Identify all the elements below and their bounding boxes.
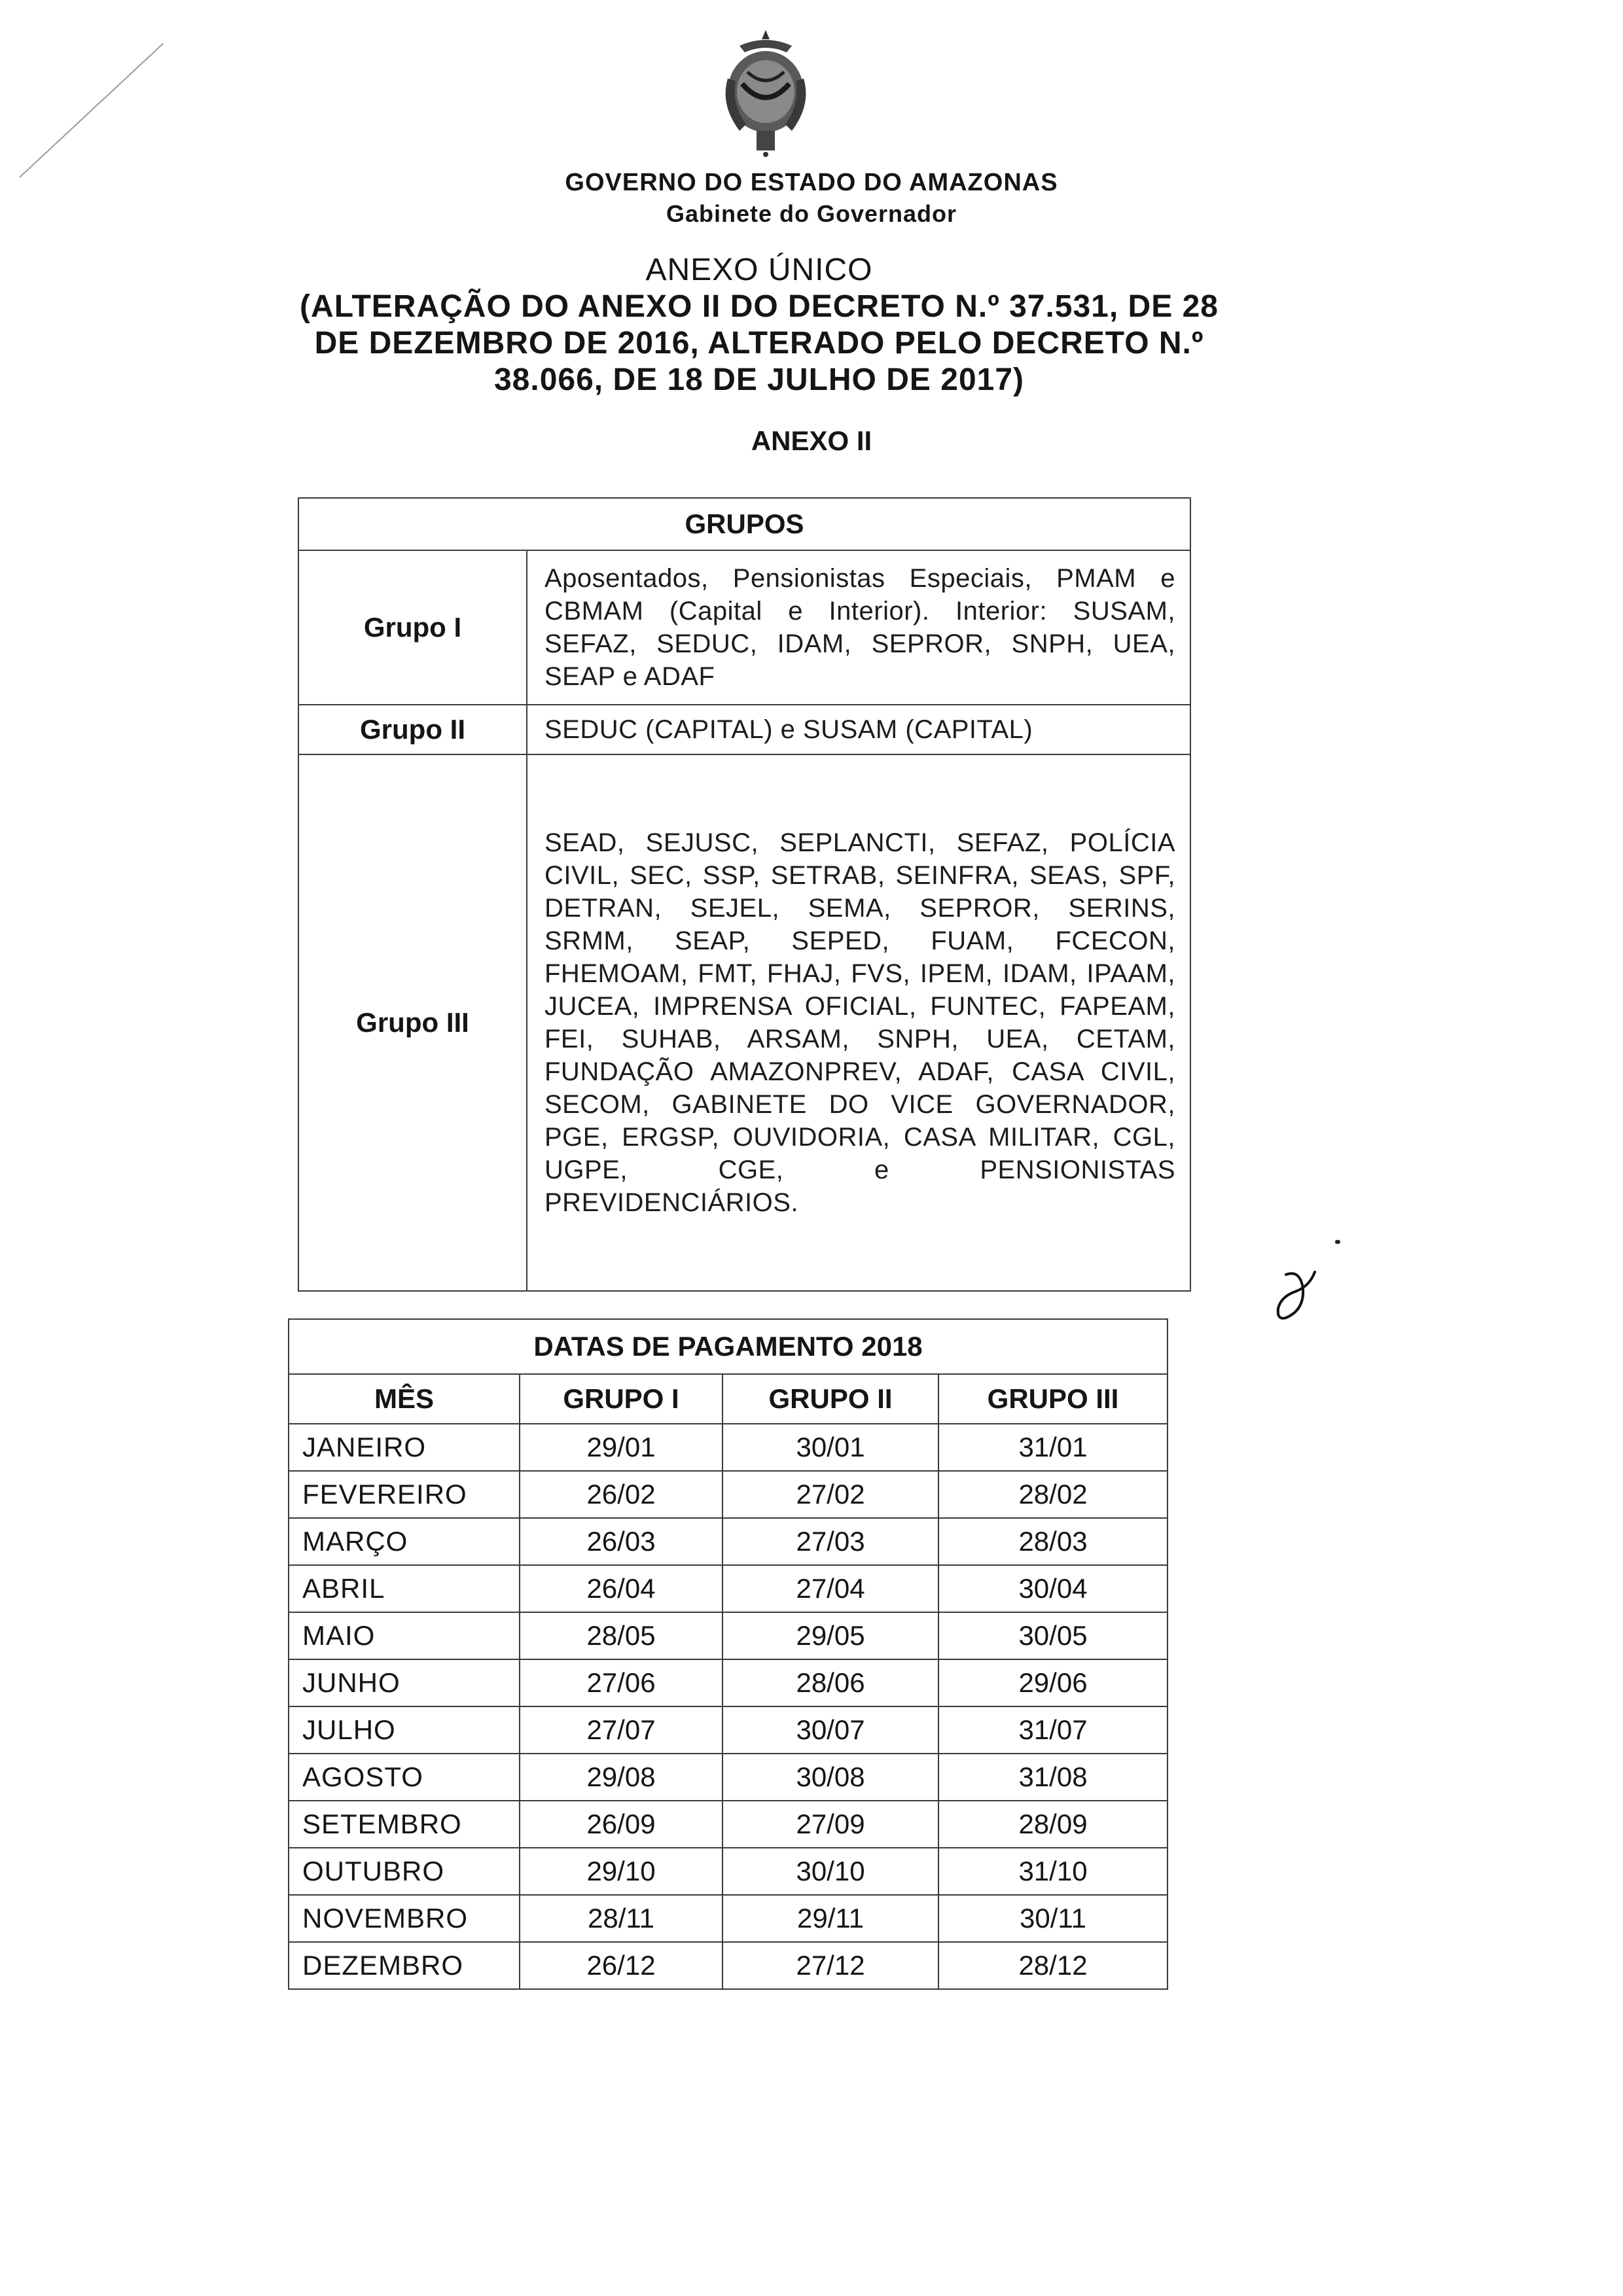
date-cell: 29/08 (520, 1754, 722, 1801)
date-cell: 29/10 (520, 1848, 722, 1895)
table-row (289, 1848, 1168, 1895)
date-cell: 31/10 (938, 1848, 1168, 1895)
date-cell: 31/07 (938, 1706, 1168, 1754)
column-header-group-1: GRUPO I (520, 1374, 722, 1424)
column-header-group-3: GRUPO III (938, 1374, 1168, 1424)
title-line-1: ANEXO ÚNICO (645, 253, 873, 287)
month-cell: FEVEREIRO (289, 1471, 520, 1518)
month-cell: JUNHO (289, 1659, 520, 1706)
office-name: Gabinete do Governador (666, 200, 957, 227)
date-cell: 28/11 (520, 1895, 722, 1942)
title-line-2: (ALTERAÇÃO DO ANEXO II DO DECRETO N.º 37.531, DE 28 (300, 289, 1219, 324)
government-name: GOVERNO DO ESTADO DO AMAZONAS (565, 169, 1058, 196)
groups-heading-row (298, 498, 1190, 550)
title-line-4: 38.066, DE 18 DE JULHO DE 2017) (493, 362, 1025, 397)
date-cell: 31/01 (938, 1424, 1168, 1471)
table-row (289, 1801, 1168, 1848)
month-cell: NOVEMBRO (289, 1895, 520, 1942)
date-cell: 28/02 (938, 1471, 1168, 1518)
document-title (275, 252, 1243, 398)
handwritten-initial-icon (1266, 1263, 1325, 1328)
date-cell: 27/04 (722, 1565, 938, 1612)
title-line-3: DE DEZEMBRO DE 2016, ALTERADO PELO DECRETO N.º (314, 326, 1204, 361)
payment-dates-table (288, 1318, 1168, 1990)
date-cell: 29/06 (938, 1659, 1168, 1706)
month-cell: MARÇO (289, 1518, 520, 1565)
date-cell: 28/03 (938, 1518, 1168, 1565)
date-cell: 28/09 (938, 1801, 1168, 1848)
month-cell: SETEMBRO (289, 1801, 520, 1848)
date-cell: 27/09 (722, 1801, 938, 1848)
group-label: Grupo III (298, 754, 527, 1291)
date-cell: 27/06 (520, 1659, 722, 1706)
groups-table (298, 497, 1191, 1292)
group-members: Aposentados, Pensionistas Especiais, PMAM e CBMAM (Capital e Interior). Interior: SUSAM, SEFAZ, SEDUC, IDAM, SEPROR, SNPH, UEA, SEAP e ADAF (527, 550, 1190, 705)
date-cell: 30/05 (938, 1612, 1168, 1659)
scan-speck (1335, 1240, 1340, 1244)
dates-body (289, 1424, 1168, 1989)
table-row (289, 1424, 1168, 1471)
month-cell: ABRIL (289, 1565, 520, 1612)
month-cell: MAIO (289, 1612, 520, 1659)
date-cell: 27/07 (520, 1706, 722, 1754)
date-cell: 26/02 (520, 1471, 722, 1518)
date-cell: 30/07 (722, 1706, 938, 1754)
annex-label: ANEXO II (751, 425, 872, 456)
date-cell: 26/03 (520, 1518, 722, 1565)
date-cell: 26/09 (520, 1801, 722, 1848)
group-members: SEAD, SEJUSC, SEPLANCTI, SEFAZ, POLÍCIA CIVIL, SEC, SSP, SETRAB, SEINFRA, SEAS, SPF, DETRAN, SEJEL, SEMA, SEPROR, SERINS, SRMM, SEAP, SEPED, FUAM, FCECON, FHEMOAM, FMT, FHAJ, FVS, IPEM, IDAM, IPAAM, JUCEA, IMPRENSA OFICIAL, FUNTEC, FAPEAM, FEI, SUHAB, ARSAM, SNPH, UEA, CETAM, FUNDAÇÃO AMAZONPREV, ADAF, CASA CIVIL, SECOM, GABINETE DO VICE GOVERNADOR, PGE, ERGSP, OUVIDORIA, CASA MILITAR, CGL, UGPE, CGE, e PENSIONISTAS PREVIDENCIÁRIOS. (527, 754, 1190, 1291)
date-cell: 31/08 (938, 1754, 1168, 1801)
date-cell: 30/01 (722, 1424, 938, 1471)
table-row (289, 1612, 1168, 1659)
table-row (289, 1942, 1168, 1989)
group-members: SEDUC (CAPITAL) e SUSAM (CAPITAL) (527, 705, 1190, 754)
month-cell: AGOSTO (289, 1754, 520, 1801)
table-row (289, 1565, 1168, 1612)
date-cell: 28/05 (520, 1612, 722, 1659)
dates-heading-row (289, 1319, 1168, 1374)
table-row (298, 754, 1190, 1291)
group-label: Grupo II (298, 705, 527, 754)
month-cell: JULHO (289, 1706, 520, 1754)
date-cell: 27/12 (722, 1942, 938, 1989)
column-header-group-2: GRUPO II (722, 1374, 938, 1424)
groups-heading: GRUPOS (298, 498, 1190, 550)
month-cell: JANEIRO (289, 1424, 520, 1471)
date-cell: 30/10 (722, 1848, 938, 1895)
scan-artifact-line (19, 43, 164, 178)
table-row (289, 1895, 1168, 1942)
date-cell: 30/08 (722, 1754, 938, 1801)
date-cell: 29/11 (722, 1895, 938, 1942)
date-cell: 30/11 (938, 1895, 1168, 1942)
date-cell: 27/02 (722, 1471, 938, 1518)
date-cell: 29/01 (520, 1424, 722, 1471)
table-row (289, 1518, 1168, 1565)
column-header-month: MÊS (289, 1374, 520, 1424)
month-cell: DEZEMBRO (289, 1942, 520, 1989)
date-cell: 26/12 (520, 1942, 722, 1989)
table-row (289, 1706, 1168, 1754)
table-row (298, 550, 1190, 705)
date-cell: 29/05 (722, 1612, 938, 1659)
date-cell: 27/03 (722, 1518, 938, 1565)
column-header-row (289, 1374, 1168, 1424)
date-cell: 26/04 (520, 1565, 722, 1612)
month-cell: OUTUBRO (289, 1848, 520, 1895)
date-cell: 28/06 (722, 1659, 938, 1706)
date-cell: 28/12 (938, 1942, 1168, 1989)
dates-heading: DATAS DE PAGAMENTO 2018 (289, 1319, 1168, 1374)
table-row (298, 705, 1190, 754)
table-row (289, 1471, 1168, 1518)
table-row (289, 1659, 1168, 1706)
date-cell: 30/04 (938, 1565, 1168, 1612)
table-row (289, 1754, 1168, 1801)
group-label: Grupo I (298, 550, 527, 705)
state-coat-of-arms-icon (713, 26, 818, 157)
